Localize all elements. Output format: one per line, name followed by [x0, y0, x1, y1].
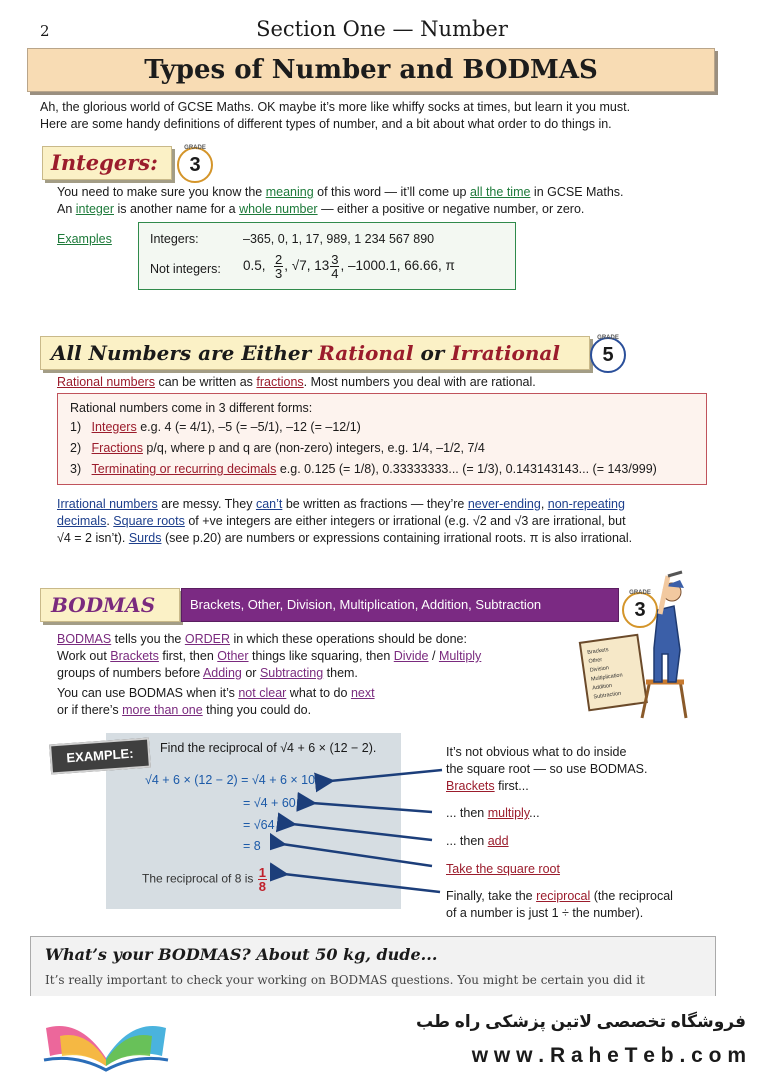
watermark-url: w w w . R a h e T e b . c o m	[471, 1044, 746, 1067]
board-line: Subtraction	[593, 690, 622, 701]
rational-heading: All Numbers are Either Rational or Irrational	[40, 336, 590, 370]
note-reciprocal: Finally, take the reciprocal (the reciprocal of a number is just 1 ÷ the number).	[446, 889, 673, 920]
board-line: Other	[588, 656, 603, 665]
note-brackets: It’s not obvious what to do inside the square root — so use BODMAS. Brackets first...	[446, 745, 648, 793]
step-4: = 8	[243, 839, 261, 853]
step-1: √4 + 6 × (12 − 2) = √4 + 6 × 10	[145, 773, 316, 787]
watermark-bar	[0, 996, 764, 1080]
step-2: = √4 + 60	[243, 796, 296, 810]
watermark-persian: فروشگاه تخصصی لاتین پزشکی راه طب	[416, 1012, 746, 1031]
cartoon-illustration	[572, 570, 712, 720]
bodmas-banner: Brackets, Other, Division, Multiplication, Addition, Subtraction	[181, 588, 619, 622]
example-badge: EXAMPLE:	[49, 738, 151, 775]
grade-badge: GRADE 3	[177, 147, 213, 183]
rational-intro: Rational numbers can be written as fractions. Most numbers you deal with are rational.	[57, 375, 536, 389]
intro-text: Ah, the glorious world of GCSE Maths. OK maybe it’s more like whiffy socks at times, but learn it you must. Here are some handy definitions of different types of number, and a bit about what order to do things in.	[40, 100, 631, 131]
note-multiply: ... then multiply...	[446, 806, 540, 820]
not-integers-values: 0.5, $\frac{2}{3}$ , √7, 13 $\frac{3}{4}$ , –1000.1, 66.66, π	[243, 252, 455, 281]
integers-text: You need to make sure you know the meaning of this word — it’ll come up all the time in GCSE Maths. An integer is another name for a whole number — either a positive or negative number, or zero.	[57, 185, 624, 216]
rational-forms-box: Rational numbers come in 3 different forms: 1) Integers e.g. 4 (= 4/1), –5 (= –5/1), –12 (= –12/1) 2) Fractions p/q, where p and q are (non-zero) integers, e.g. 1/4, –1/2, 7/4 3) Terminating or recurring decimals e.g. 0.125 (= 1/8), 0.33333333... (= 1/3), 0.143143143... (= 143/999)	[57, 393, 707, 485]
footer-box	[30, 936, 716, 997]
painter-icon	[654, 572, 684, 682]
grade-badge: GRADE 5	[590, 337, 626, 373]
footer-heading: What’s your BODMAS? About 50 kg, dude...	[45, 945, 438, 964]
footer-text: It’s really important to check your working on BODMAS questions. You might be certain you did it	[45, 973, 645, 987]
note-add: ... then add	[446, 834, 509, 848]
example-question: Find the reciprocal of √4 + 6 × (12 − 2).	[160, 741, 377, 755]
stepladder-icon	[642, 680, 686, 718]
example-arrows	[270, 760, 450, 900]
reciprocal-line: The reciprocal of 8 is $\frac{1}{8}$	[142, 865, 266, 894]
page-number: 2	[40, 22, 50, 40]
grade-badge: GRADE 3	[622, 592, 658, 628]
examples-label: Examples	[57, 232, 112, 246]
page-title: Types of Number and BODMAS	[27, 48, 715, 92]
bodmas-board	[580, 635, 647, 710]
step-3: = √64	[243, 818, 275, 832]
integers-heading: Integers:	[42, 146, 172, 180]
board-line: Addition	[591, 682, 613, 692]
book-logo-icon	[40, 1010, 172, 1072]
board-line: Brackets	[586, 647, 609, 656]
irrational-text: Irrational numbers are messy. They can’t be written as fractions — they’re never-ending, non-repeating decimals. Square roots of +ve integers are either integers or irrational (e.g. √2 and √3 are irrational, but √4 = 2 isn’t). Surds (see p.20) are numbers or expressions containing irrational roots. π is also irrational.	[57, 497, 633, 545]
note-square-root: Take the square root	[446, 862, 560, 876]
integers-examples-box: Integers: –365, 0, 1, 17, 989, 1 234 567 890 Not integers: 0.5, $\frac{2}{3}$ , √7, 13 $\frac{3}{4}$ , –1000.1, 66.66, π	[138, 222, 516, 290]
board-line: Multiplication	[590, 672, 624, 683]
bodmas-text: BODMAS tells you the ORDER in which these operations should be done: Work out Brackets first, then Other things like squaring, then Divide / Multiply groups of numbers before Adding or Subtracting them. You can use BODMAS when it’s not clear what to do next or if there’s more than one thing you could do.	[57, 632, 482, 717]
section-title: Section One — Number	[256, 17, 508, 41]
bodmas-heading: BODMAS	[40, 588, 180, 622]
board-line: Division	[589, 665, 610, 674]
